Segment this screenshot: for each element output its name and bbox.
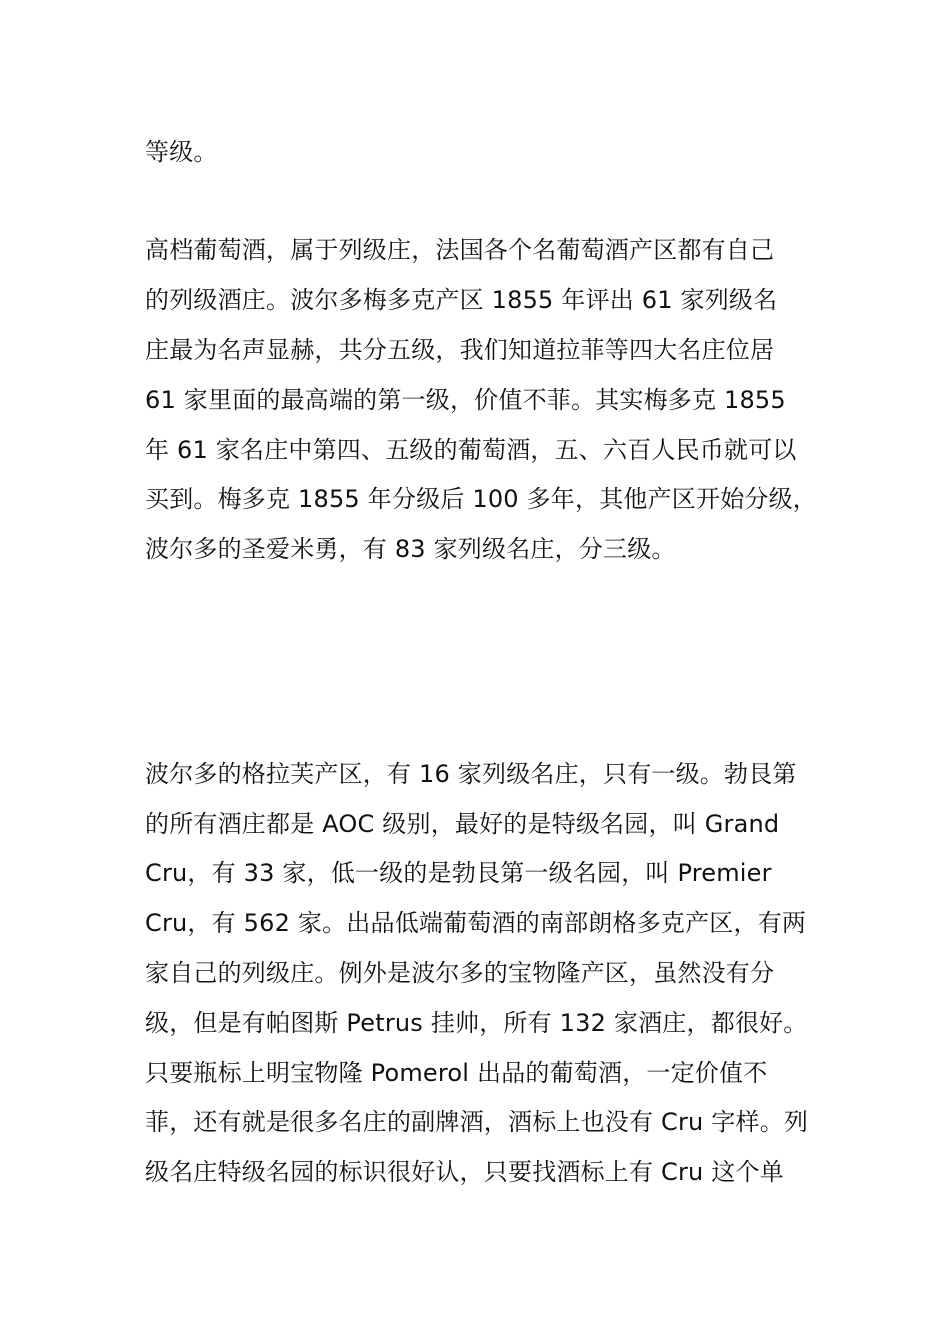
text-line: 61 家里面的最高端的第一级，价值不菲。其实梅多克 1855	[145, 386, 786, 414]
text-line: Cru，有 562 家。出品低端葡萄酒的南部朗格多克产区，有两	[145, 909, 807, 937]
text-line: 等级。	[145, 138, 218, 166]
text-line: 波尔多的圣爱米勇，有 83 家列级名庄，分三级。	[145, 535, 676, 563]
text-line: 级，但是有帕图斯 Petrus 挂帅，所有 132 家酒庄，都很好。	[145, 1009, 808, 1037]
text-line: 菲，还有就是很多名庄的副牌酒，酒标上也没有 Cru 字样。列	[145, 1108, 809, 1136]
text-line: 级名庄特级名园的标识很好认，只要找酒标上有 Cru 这个单	[145, 1158, 784, 1186]
text-line: 庄最为名声显赫，共分五级，我们知道拉菲等四大名庄位居	[145, 336, 775, 364]
text-line: 的列级酒庄。波尔多梅多克产区 1855 年评出 61 家列级名	[145, 286, 778, 314]
text-line: 波尔多的格拉芙产区，有 16 家列级名庄，只有一级。勃艮第	[145, 760, 797, 788]
text-line: 只要瓶标上明宝物隆 Pomerol 出品的葡萄酒，一定价值不	[145, 1059, 768, 1087]
text-line: 年 61 家名庄中第四、五级的葡萄酒，五、六百人民币就可以	[145, 436, 797, 464]
text-line: 买到。梅多克 1855 年分级后 100 多年，其他产区开始分级，	[145, 485, 818, 513]
text-line: Cru，有 33 家，低一级的是勃艮第一级名园，叫 Premier	[145, 859, 772, 887]
text-line: 的所有酒庄都是 AOC 级别，最好的是特级名园，叫 Grand	[145, 810, 780, 838]
text-line: 家自己的列级庄。例外是波尔多的宝物隆产区，虽然没有分	[145, 959, 775, 987]
text-line: 高档葡萄酒，属于列级庄，法国各个名葡萄酒产区都有自己	[145, 236, 775, 264]
